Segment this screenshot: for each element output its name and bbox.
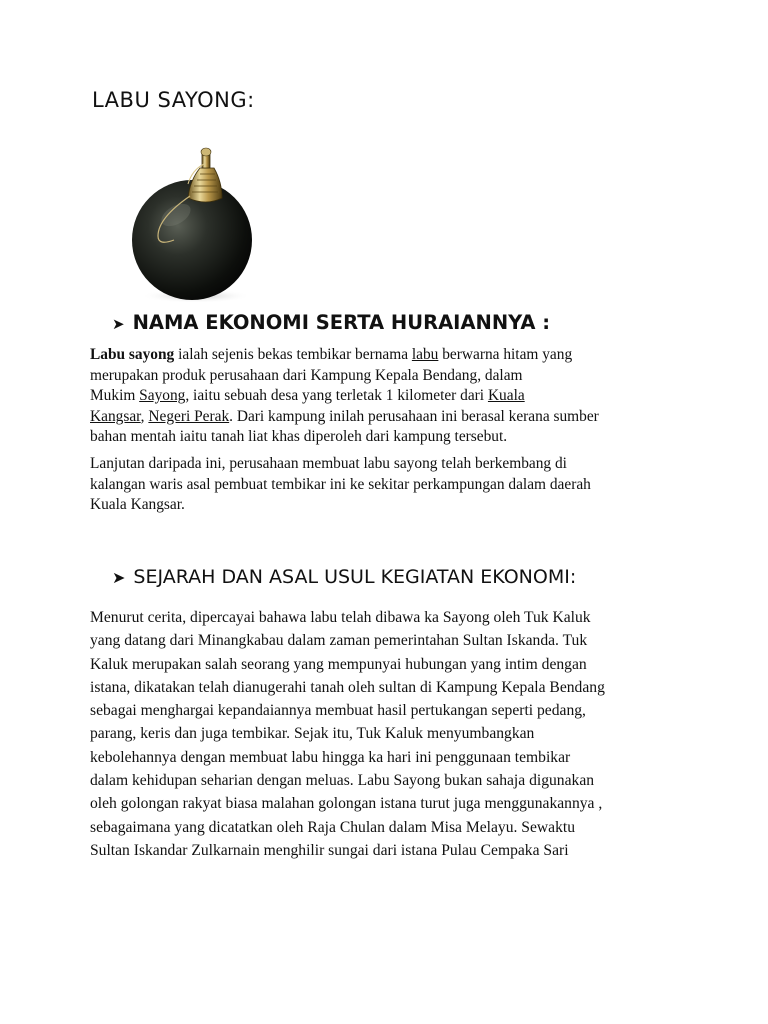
text: . Dari kampung inilah perusahaan ini berasal kerana sumber (229, 407, 599, 425)
text-line: oleh golongan rakyat biasa malahan golongan istana turut juga menggunakannya , (90, 795, 603, 813)
text-line: yang datang dari Minangkabau dalam zaman pemerintahan Sultan Iskanda. Tuk (90, 632, 588, 650)
text: ialah sejenis bekas tembikar bernama (174, 346, 412, 363)
page-title: LABU SAYONG: (92, 88, 255, 112)
link-labu[interactable]: labu (411, 346, 439, 363)
paragraph-lanjutan (90, 454, 591, 516)
section-heading-text: SEJARAH DAN ASAL USUL KEGIATAN EKONOMI: (133, 566, 577, 588)
text: , iaitu sebuah desa yang terletak 1 kilometer dari (185, 387, 488, 404)
text: Mukim (90, 387, 140, 404)
text: Lanjutan daripada ini, perusahaan membuat labu sayong telah berkembang di (90, 455, 567, 472)
bullet-arrow-icon: ➤ (112, 568, 126, 587)
text: berwarna hitam yang (438, 346, 573, 363)
link-negeri-perak[interactable]: Negeri Perak (148, 407, 230, 425)
paragraph-sejarah (90, 606, 605, 862)
link-kuala-kangsar[interactable]: Kangsar (90, 407, 141, 425)
text-line: dalam kehidupan seharian dengan meluas. Labu Sayong bukan sahaja digunakan (90, 772, 595, 790)
term-labu-sayong: Labu sayong (90, 346, 175, 363)
section-heading-sejarah (112, 566, 576, 588)
bullet-arrow-icon: ➤ (112, 315, 125, 333)
text-line: sebagaimana yang dicatatkan oleh Raja Chulan dalam Misa Melayu. Sewaktu (90, 818, 575, 836)
text-line: kebolehannya dengan membuat labu hingga ka hari ini penggunaan tembikar (90, 748, 571, 766)
labu-sayong-image (118, 140, 268, 305)
text-line: istana, dikatakan telah dianugerahi tanah oleh sultan di Kampung Kepala Bendang (90, 678, 605, 696)
text-line: sebagai menghargai kepandaiannya membuat hasil pertukangan seperti pedang, (90, 702, 586, 720)
text: , (140, 407, 149, 425)
text-line: parang, keris dan juga tembikar. Sejak itu, Tuk Kaluk menyumbangkan (90, 725, 535, 743)
text: Kuala Kangsar. (90, 496, 185, 513)
section-heading-nama-ekonomi (112, 311, 550, 334)
link-sayong[interactable]: Sayong (139, 387, 186, 404)
text-line: Kaluk merupakan salah seorang yang mempunyai hubungan yang intim dengan (90, 655, 587, 673)
text: merupakan produk perusahaan dari Kampung Kepala Bendang, dalam (90, 366, 523, 384)
text: kalangan waris asal pembuat tembikar ini ke sekitar perkampungan dalam daerah (90, 475, 591, 493)
link-kuala-kangsar[interactable]: Kuala (487, 387, 525, 404)
text: bahan mentah iaitu tanah liat khas diperoleh dari kampung tersebut. (90, 428, 508, 445)
paragraph-labu-sayong-definition (90, 345, 599, 448)
text-line: Menurut cerita, dipercayai bahawa labu telah dibawa ka Sayong oleh Tuk Kaluk (90, 609, 591, 626)
text-line: Sultan Iskandar Zulkarnain menghilir sungai dari istana Pulau Cempaka Sari (90, 841, 569, 859)
section-heading-text: NAMA EKONOMI SERTA HURAIANNYA : (132, 311, 551, 334)
